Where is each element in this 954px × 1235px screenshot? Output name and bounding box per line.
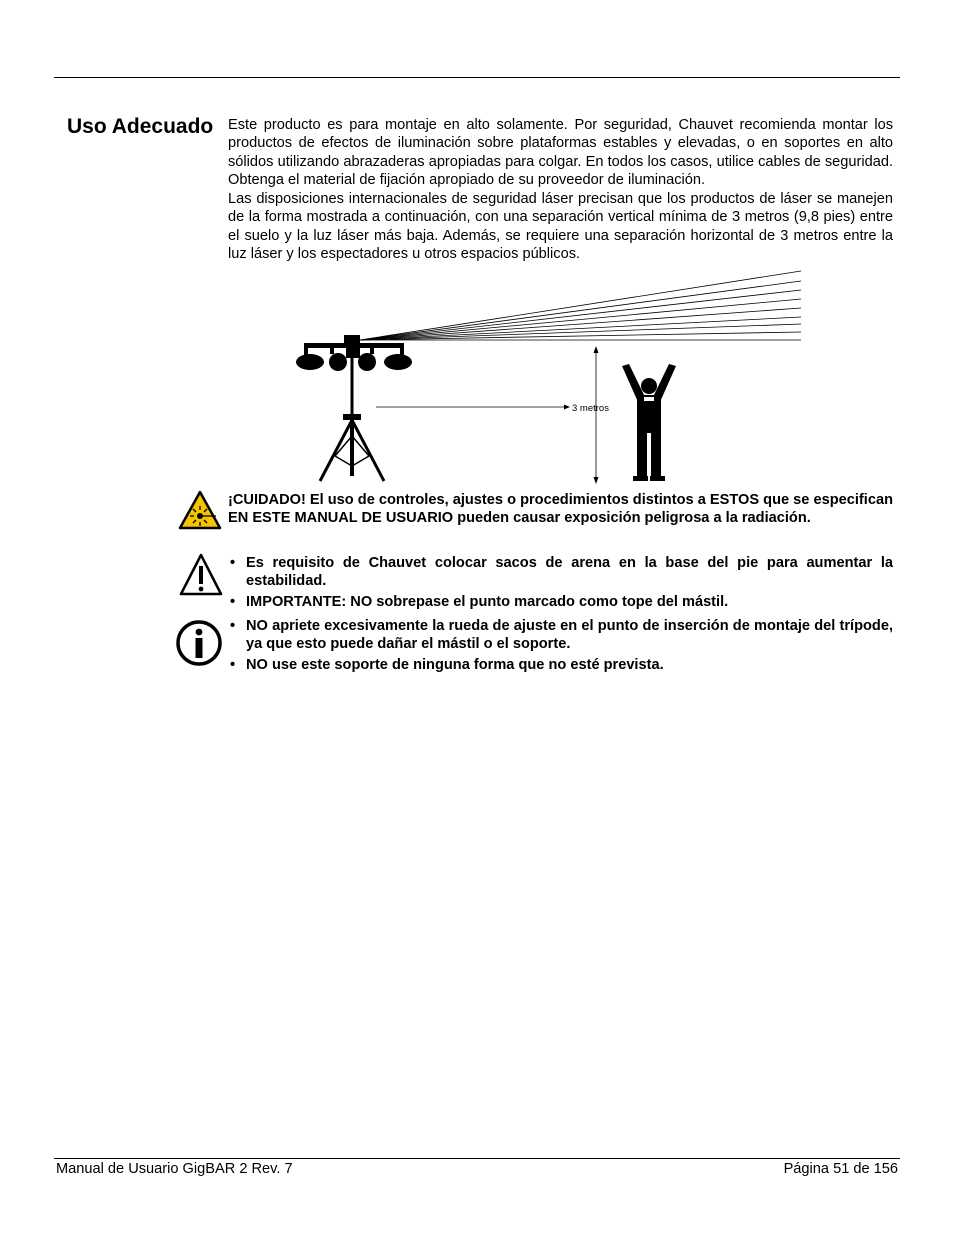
- info-bullet-text: NO apriete excesivamente la rueda de ajuste en el punto de inserción de montaje del trípode, ya que esto puede dañar el mástil o el soporte.: [246, 618, 893, 653]
- list-item: • Es requisito de Chauvet colocar sacos de arena en la base del pie para aumentar la estabilidad.: [230, 555, 893, 590]
- caution-triangle-icon: [179, 553, 223, 602]
- footer-manual-title: Manual de Usuario GigBAR 2 Rev. 7: [56, 1161, 293, 1177]
- vertical-distance-arrow: [594, 346, 599, 484]
- body-paragraph-1: Este producto es para montaje en alto solamente. Por seguridad, Chauvet recomienda montar los productos de efectos de iluminación sobre plataformas estables y elevadas, o en soportes en alto sólidos utilizando abrazaderas apropiadas para colgar. En todos los casos, utilice cables de seguridad. Obtenga el material de fijación apropiado de su proveedor de iluminación.: [228, 117, 893, 188]
- info-bullet-text: NO use este soporte de ninguna forma que no esté prevista.: [246, 656, 664, 673]
- warning-bullet-list: [228, 554, 893, 613]
- laser-caution-text: ¡CUIDADO! El uso de controles, ajustes o procedimientos distintos a ESTOS que se especifican EN ESTE MANUAL DE USUARIO pueden causar exposición peligrosa a la radiación.: [228, 492, 893, 527]
- body-paragraph-2: Las disposiciones internacionales de seguridad láser precisan que los productos de láser se manejen de la forma mostrada a continuación, con una separación vertical mínima de 3 metros (9,8 pies) entre el suelo y la luz láser más baja. Además, se requiere una separación horizontal de 3 metros entre la luz láser y los espectadores u otros espacios públicos.: [228, 191, 893, 262]
- distance-label: 3 metros: [572, 403, 609, 414]
- laser-warning-icon: [178, 490, 222, 535]
- list-item: • NO apriete excesivamente la rueda de ajuste en el punto de inserción de montaje del trípode, ya que esto puede dañar el mástil o el soporte.: [230, 618, 893, 653]
- spectator-figure: [622, 364, 676, 481]
- footer-rule: [54, 1158, 900, 1159]
- warning-bullet-text: IMPORTANTE: NO sobrepase el punto marcado como tope del mástil.: [246, 593, 729, 610]
- horizontal-distance-arrow: [376, 405, 570, 410]
- info-circle-icon: [175, 619, 223, 672]
- info-bullet-list: [228, 617, 893, 676]
- laser-diagram: [290, 266, 810, 488]
- section-title: Uso Adecuado: [67, 115, 214, 138]
- warning-bullet-text: Es requisito de Chauvet colocar sacos de arena en la base del pie para aumentar la estabilidad.: [246, 555, 893, 590]
- list-item: • NO use este soporte de ninguna forma que no esté prevista.: [230, 656, 664, 673]
- tripod-stand: [320, 354, 384, 481]
- footer-page-number: Página 51 de 156: [783, 1161, 898, 1177]
- laser-separation-figure: [290, 266, 810, 488]
- list-item: • IMPORTANTE: NO sobrepase el punto marcado como tope del mástil.: [230, 593, 729, 610]
- laser-beams: [360, 271, 801, 340]
- header-rule: [54, 77, 900, 78]
